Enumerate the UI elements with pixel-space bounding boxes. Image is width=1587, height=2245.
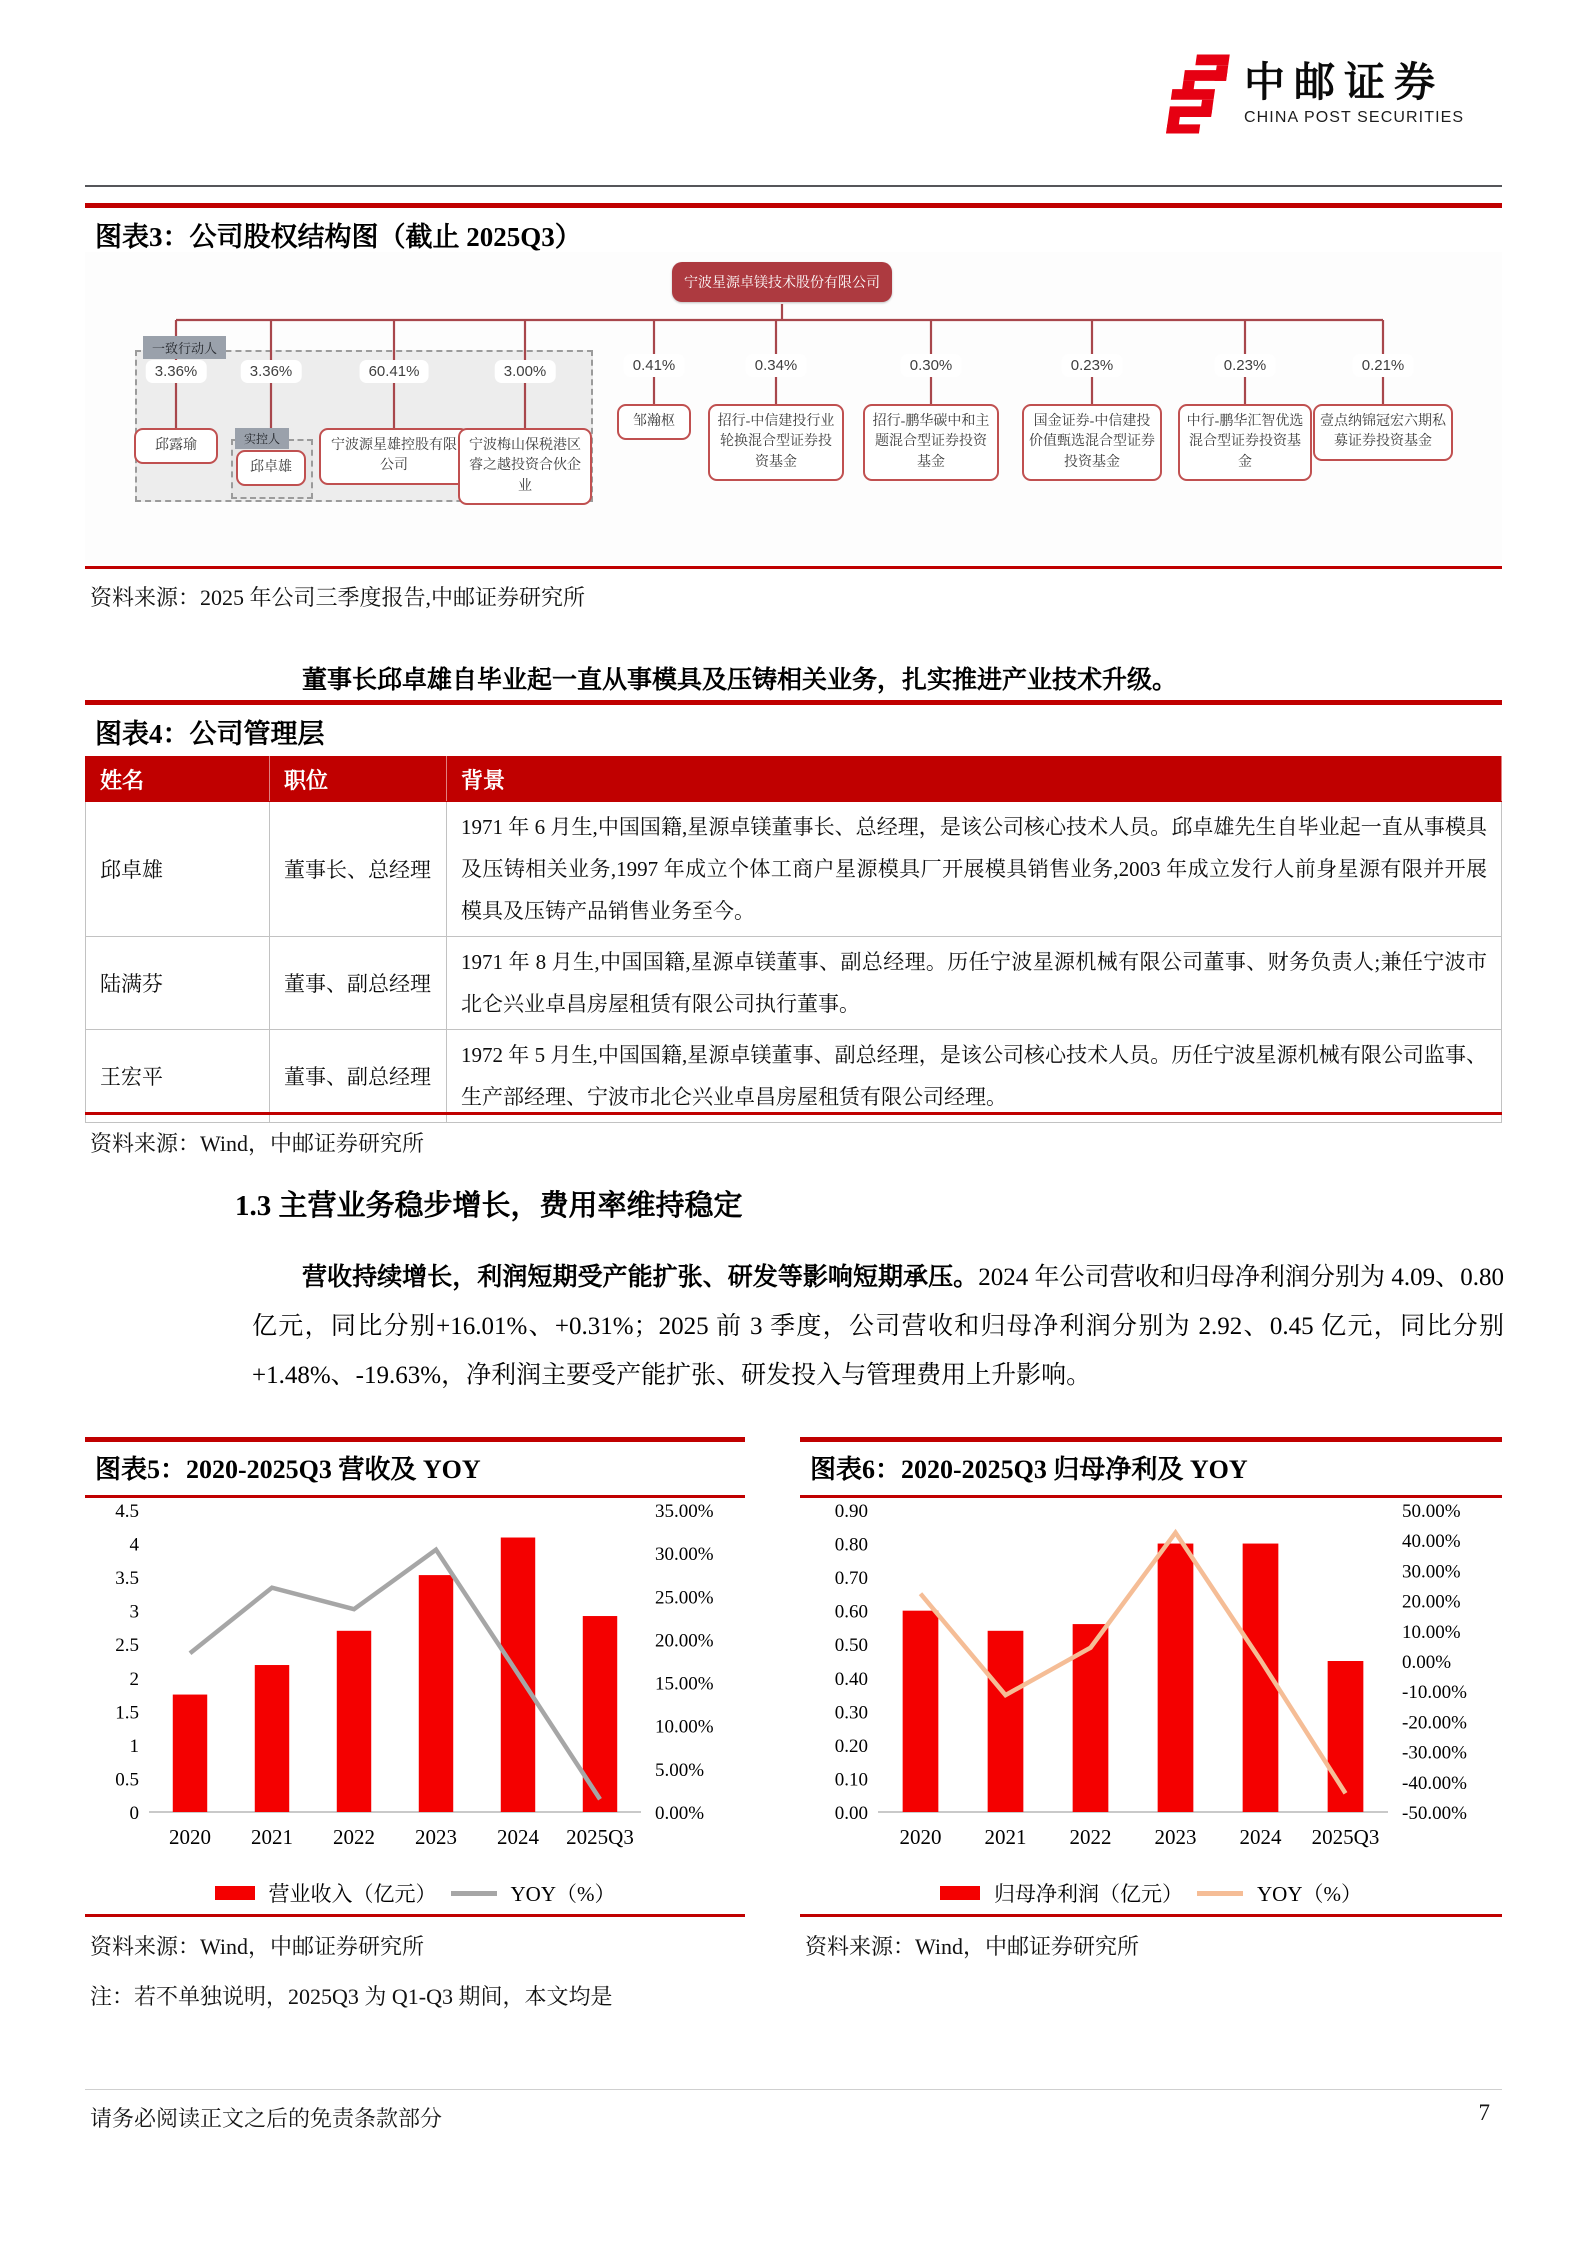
figure4-title: 图表4：公司管理层: [85, 700, 1502, 763]
china-post-logo-icon: [1156, 52, 1230, 136]
shareholder-node: 壹点纳锦冠宏六期私募证券投资基金: [1313, 404, 1453, 461]
svg-text:-30.00%: -30.00%: [1402, 1742, 1467, 1764]
svg-text:2025Q3: 2025Q3: [566, 1825, 634, 1849]
chart-canvas: [85, 1492, 745, 1914]
figure5-note: 注：若不单独说明，2025Q3 为 Q1-Q3 期间，本文均是: [90, 1984, 613, 2009]
logo-name-cn: 中邮证券: [1244, 59, 1444, 106]
svg-text:30.00%: 30.00%: [655, 1544, 714, 1566]
figure3-title: 图表3：公司股权结构图（截止 2025Q3）: [85, 203, 1502, 266]
svg-text:2024: 2024: [1239, 1825, 1282, 1849]
svg-text:2.5: 2.5: [115, 1635, 139, 1657]
line-legend-label: YOY（%）: [1257, 1882, 1362, 1906]
svg-text:0.00%: 0.00%: [1402, 1652, 1452, 1673]
svg-text:-40.00%: -40.00%: [1402, 1772, 1467, 1794]
paragraph-chairman-text: 董事长邱卓雄自毕业起一直从事模具及压铸相关业务，扎实推进产业技术升级。: [302, 667, 1178, 694]
table-row: [86, 802, 1502, 937]
shareholding-percent: 0.23%: [1062, 354, 1123, 377]
table-cell-bg: 1971 年 6 月生,中国国籍,星源卓镁董事长、总经理，是该公司核心技术人员。邱卓雄先生自毕业起一直从事模具及压铸相关业务,1997 年成立个体工商户星源模具厂开展模具销售业务,2003 年成立发行人前身星源有限并开展模具及压铸产品销售业务至今。: [447, 802, 1502, 937]
paragraph-chairman: [252, 656, 1504, 705]
shareholding-percent: 60.41%: [360, 360, 429, 383]
svg-text:10.00%: 10.00%: [1402, 1621, 1461, 1643]
section-heading: 1.3 主营业务稳步增长，费用率维持稳定: [235, 1190, 743, 1222]
bar-2020: [903, 1611, 939, 1812]
svg-text:0.90: 0.90: [834, 1501, 868, 1522]
bar-2020: [173, 1695, 207, 1812]
figure6-source: 资料来源：Wind，中邮证券研究所: [805, 1934, 1139, 1959]
figure6-legend: [800, 1878, 1502, 1908]
svg-text:3.5: 3.5: [115, 1568, 139, 1590]
svg-text:1: 1: [129, 1735, 139, 1757]
shareholding-percent: 3.36%: [241, 360, 302, 383]
shareholder-node: 宁波源星雄控股有限公司: [319, 428, 469, 485]
svg-text:2022: 2022: [333, 1825, 375, 1849]
svg-text:2021: 2021: [251, 1825, 293, 1849]
bar-legend-swatch: [215, 1886, 255, 1900]
header-divider: [85, 185, 1502, 187]
shareholding-percent: 0.30%: [901, 354, 962, 377]
concerted-actors-label: 一致行动人: [143, 336, 226, 359]
shareholding-percent: 0.21%: [1353, 354, 1414, 377]
figure3-bottom-rule: [85, 566, 1502, 569]
table-row: [86, 937, 1502, 1030]
net-profit-yoy-chart: [800, 1492, 1502, 1914]
svg-text:30.00%: 30.00%: [1402, 1561, 1461, 1583]
svg-text:4: 4: [129, 1534, 139, 1556]
logo-name-en: CHINA POST SECURITIES: [1244, 108, 1465, 126]
svg-text:35.00%: 35.00%: [655, 1501, 714, 1522]
svg-text:2024: 2024: [497, 1825, 539, 1849]
shareholding-percent: 3.36%: [146, 360, 207, 383]
svg-text:-10.00%: -10.00%: [1402, 1682, 1467, 1704]
chart-canvas: [800, 1492, 1502, 1914]
table-column-header: 背景: [447, 757, 1502, 802]
shareholder-node: 招行-鹏华碳中和主题混合型证券投资基金: [863, 404, 999, 481]
svg-text:4.5: 4.5: [115, 1501, 139, 1522]
figure5-legend: [85, 1878, 745, 1908]
bar-2022: [337, 1631, 371, 1812]
svg-text:0.10: 0.10: [834, 1769, 868, 1791]
page-number: 7: [1478, 2100, 1490, 2125]
yoy-line: [921, 1533, 1346, 1794]
shareholder-node: 邱卓雄: [236, 450, 306, 486]
figure5-source: 资料来源：Wind，中邮证券研究所: [90, 1934, 424, 1959]
shareholder-node: 邹瀚枢: [617, 404, 691, 440]
figure6-title: 图表6：2020-2025Q3 归母净利及 YOY: [800, 1437, 1502, 1498]
line-legend-label: YOY（%）: [510, 1882, 616, 1906]
line-legend-swatch: [451, 1891, 497, 1896]
svg-text:2023: 2023: [1154, 1825, 1197, 1849]
svg-text:2020: 2020: [899, 1825, 942, 1849]
table-cell-name: 陆满芬: [86, 937, 270, 1030]
shareholder-node: 招行-中信建投行业轮换混合型证券投资基金: [708, 404, 844, 481]
figure4-source: 资料来源：Wind，中邮证券研究所: [90, 1131, 424, 1156]
svg-text:2022: 2022: [1069, 1825, 1112, 1849]
actual-controller-label: 实控人: [235, 428, 289, 449]
svg-text:20.00%: 20.00%: [655, 1630, 714, 1652]
footer-disclaimer: 请务必阅读正文之后的免责条款部分: [90, 2106, 443, 2131]
svg-text:0.40: 0.40: [834, 1668, 868, 1690]
paragraph-revenue-lead: 营收持续增长，利润短期受产能扩张、研发等影响短期承压。: [302, 1264, 979, 1291]
svg-text:2020: 2020: [169, 1825, 211, 1849]
svg-text:2023: 2023: [415, 1825, 457, 1849]
company-logo: [1156, 52, 1464, 136]
svg-text:5.00%: 5.00%: [655, 1759, 705, 1781]
table-column-header: 职位: [270, 757, 447, 802]
paragraph-revenue: [252, 1253, 1504, 1400]
shareholding-percent: 0.23%: [1215, 354, 1276, 377]
svg-text:-20.00%: -20.00%: [1402, 1712, 1467, 1734]
svg-text:1.5: 1.5: [115, 1702, 139, 1724]
figure4-bottom-rule: [85, 1112, 1502, 1115]
svg-text:0.00%: 0.00%: [655, 1803, 705, 1824]
table-cell-position: 董事、副总经理: [270, 1030, 447, 1123]
svg-text:25.00%: 25.00%: [655, 1587, 714, 1609]
svg-text:0.80: 0.80: [834, 1534, 868, 1556]
paragraph-revenue-body: 2024 年公司营收和归母净利润分别为 4.09、0.80 亿元，同比分别+16.01%、+0.31%；2025 前 3 季度，公司营收和归母净利润分别为 2.92、0.45 亿元，同比分别+1.48%、-19.63%，净利润主要受产能扩张、研发投入与管理费用上升影响。: [252, 1264, 1504, 1389]
bar-2021: [988, 1631, 1024, 1812]
table-row: [86, 1030, 1502, 1123]
svg-text:0.70: 0.70: [834, 1568, 868, 1590]
figure5-title: 图表5：2020-2025Q3 营收及 YOY: [85, 1437, 745, 1498]
shareholder-node: 国金证券-中信建投价值甄选混合型证券投资基金: [1022, 404, 1162, 481]
svg-text:0.5: 0.5: [115, 1769, 139, 1791]
svg-text:0.30: 0.30: [834, 1702, 868, 1724]
line-legend-swatch: [1197, 1891, 1243, 1896]
svg-text:0.60: 0.60: [834, 1601, 868, 1623]
svg-text:2021: 2021: [984, 1825, 1027, 1849]
svg-text:0.00: 0.00: [834, 1803, 868, 1824]
svg-text:-50.00%: -50.00%: [1402, 1803, 1467, 1824]
shareholder-node: 中行-鹏华汇智优选混合型证券投资基金: [1178, 404, 1312, 481]
table-cell-position: 董事长、总经理: [270, 802, 447, 937]
management-table: [85, 756, 1502, 1123]
shareholder-node: 宁波梅山保税港区睿之越投资合伙企业: [458, 428, 592, 505]
company-root-node: 宁波星源卓镁技术股份有限公司: [672, 262, 892, 302]
table-column-header: 姓名: [86, 757, 270, 802]
shareholding-percent: 3.00%: [495, 360, 556, 383]
table-cell-name: 邱卓雄: [86, 802, 270, 937]
table-header-row: [86, 757, 1502, 802]
table-cell-name: 王宏平: [86, 1030, 270, 1123]
bar-2023: [1158, 1544, 1194, 1812]
shareholding-percent: 0.41%: [624, 354, 685, 377]
svg-text:0: 0: [129, 1803, 139, 1824]
bar-legend-label: 归母净利润（亿元）: [994, 1882, 1183, 1906]
bar-legend-swatch: [940, 1886, 980, 1900]
figure3-source: 资料来源：2025 年公司三季度报告,中邮证券研究所: [90, 585, 586, 610]
svg-text:40.00%: 40.00%: [1402, 1531, 1461, 1553]
svg-text:50.00%: 50.00%: [1402, 1501, 1461, 1522]
svg-text:2025Q3: 2025Q3: [1311, 1825, 1380, 1849]
figure5-bottom-rule: [85, 1914, 745, 1917]
table-cell-bg: 1972 年 5 月生,中国国籍,星源卓镁董事、副总经理，是该公司核心技术人员。历任宁波星源机械有限公司监事、生产部经理、宁波市北仑兴业卓昌房屋租赁有限公司经理。: [447, 1030, 1502, 1123]
table-cell-position: 董事、副总经理: [270, 937, 447, 1030]
svg-text:15.00%: 15.00%: [655, 1673, 714, 1695]
yoy-line: [190, 1550, 600, 1800]
bar-2021: [255, 1665, 289, 1812]
equity-structure-diagram: [85, 252, 1502, 564]
revenue-yoy-chart: [85, 1492, 745, 1914]
shareholder-node: 邱露瑜: [134, 428, 218, 464]
svg-text:0.50: 0.50: [834, 1635, 868, 1657]
footer-divider: [85, 2089, 1502, 2090]
svg-text:3: 3: [129, 1601, 139, 1623]
svg-text:20.00%: 20.00%: [1402, 1591, 1461, 1613]
svg-text:2: 2: [129, 1668, 139, 1690]
bar-legend-label: 营业收入（亿元）: [268, 1882, 437, 1906]
table-cell-bg: 1971 年 8 月生,中国国籍,星源卓镁董事、副总经理。历任宁波星源机械有限公司董事、财务负责人;兼任宁波市北仑兴业卓昌房屋租赁有限公司执行董事。: [447, 937, 1502, 1030]
bar-2023: [419, 1575, 453, 1812]
shareholding-percent: 0.34%: [746, 354, 807, 377]
svg-text:10.00%: 10.00%: [655, 1716, 714, 1738]
svg-text:0.20: 0.20: [834, 1735, 868, 1757]
figure6-bottom-rule: [800, 1914, 1502, 1917]
